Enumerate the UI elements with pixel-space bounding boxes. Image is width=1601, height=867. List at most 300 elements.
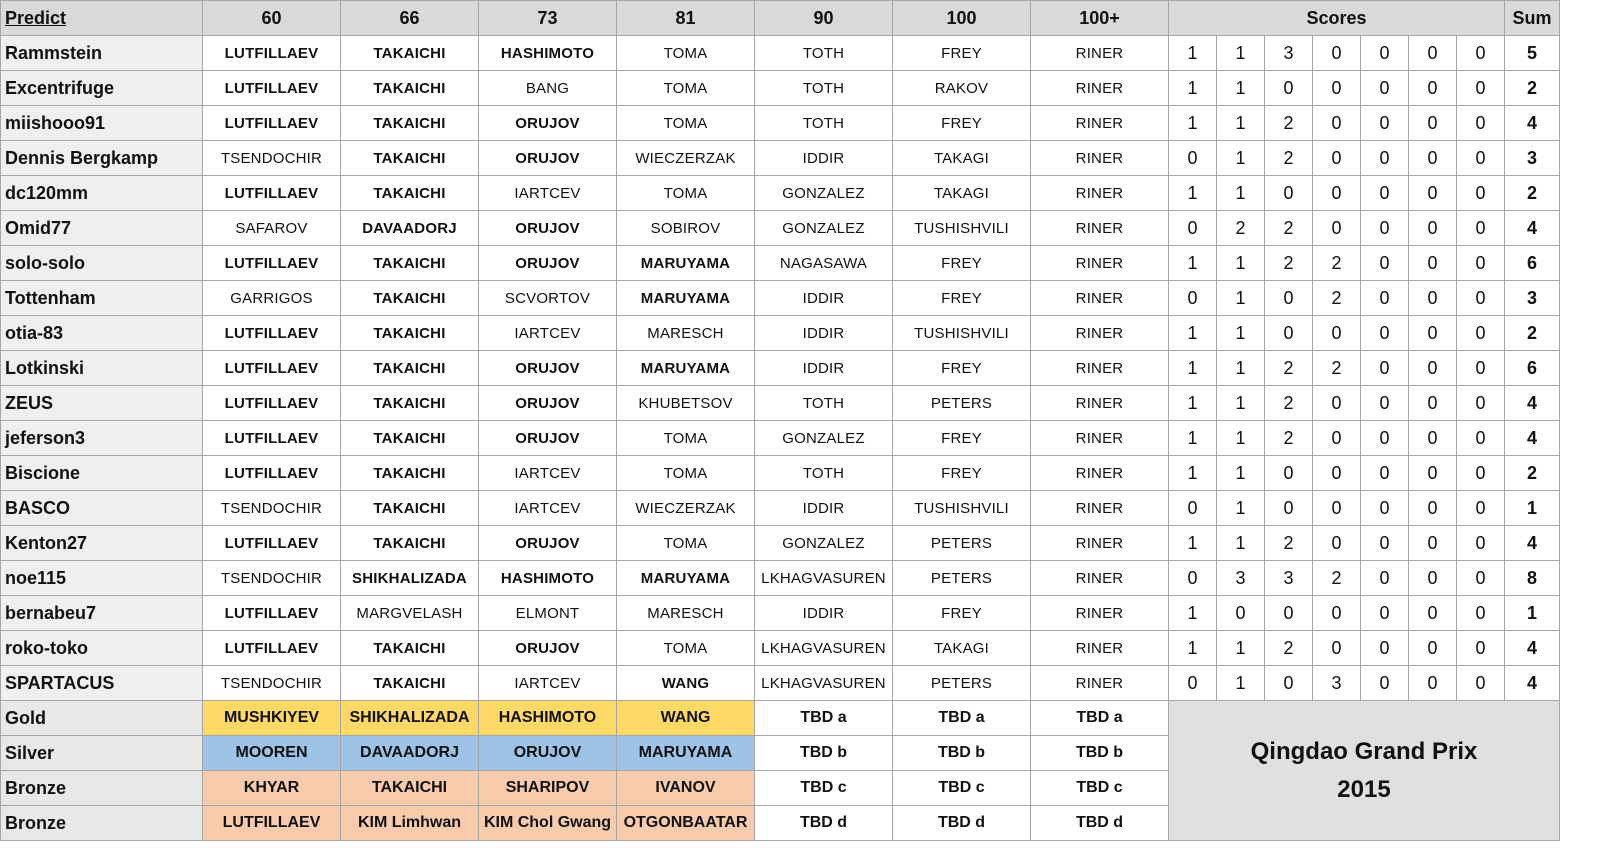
prediction-row	[1, 421, 1560, 456]
event-title: Qingdao Grand Prix	[1250, 737, 1478, 765]
pick-cell: TAKAICHI	[341, 316, 479, 351]
score-cell: 1	[1169, 631, 1217, 666]
pick-cell: NAGASAWA	[755, 246, 893, 281]
prediction-row	[1, 351, 1560, 386]
category-header: 100	[893, 1, 1031, 36]
pick-cell: ORUJOV	[479, 386, 617, 421]
score-cell: 0	[1361, 141, 1409, 176]
predictor-name: ZEUS	[1, 386, 203, 421]
prediction-row	[1, 561, 1560, 596]
score-cell: 2	[1265, 631, 1313, 666]
pick-cell: TOTH	[755, 456, 893, 491]
medal-winner: MUSHKIYEV	[203, 701, 341, 736]
score-cell: 1	[1169, 456, 1217, 491]
score-cell: 0	[1169, 211, 1217, 246]
pick-cell: HASHIMOTO	[479, 36, 617, 71]
score-cell: 0	[1457, 421, 1505, 456]
pick-cell: LUTFILLAEV	[203, 176, 341, 211]
score-cell: 0	[1457, 596, 1505, 631]
pick-cell: LUTFILLAEV	[203, 386, 341, 421]
sum-cell: 2	[1505, 71, 1560, 106]
score-cell: 0	[1361, 526, 1409, 561]
predictor-name: BASCO	[1, 491, 203, 526]
score-cell: 0	[1265, 281, 1313, 316]
pick-cell: RINER	[1031, 631, 1169, 666]
score-cell: 0	[1409, 666, 1457, 701]
pick-cell: RAKOV	[893, 71, 1031, 106]
score-cell: 0	[1457, 386, 1505, 421]
predictor-name: bernabeu7	[1, 596, 203, 631]
score-cell: 0	[1457, 526, 1505, 561]
pick-cell: FREY	[893, 421, 1031, 456]
score-cell: 0	[1409, 281, 1457, 316]
score-cell: 0	[1457, 36, 1505, 71]
score-cell: 0	[1265, 176, 1313, 211]
medal-winner: TBD c	[893, 771, 1031, 806]
pick-cell: PETERS	[893, 386, 1031, 421]
medal-label: Bronze	[1, 771, 203, 806]
pick-cell: RINER	[1031, 526, 1169, 561]
score-cell: 0	[1361, 211, 1409, 246]
score-cell: 0	[1313, 106, 1361, 141]
sum-cell: 2	[1505, 176, 1560, 211]
score-cell: 2	[1265, 141, 1313, 176]
pick-cell: WIECZERZAK	[617, 141, 755, 176]
pick-cell: TAKAICHI	[341, 421, 479, 456]
pick-cell: ORUJOV	[479, 211, 617, 246]
pick-cell: TOMA	[617, 631, 755, 666]
score-cell: 0	[1313, 491, 1361, 526]
pick-cell: RINER	[1031, 176, 1169, 211]
score-cell: 2	[1265, 421, 1313, 456]
score-cell: 1	[1169, 36, 1217, 71]
pick-cell: FREY	[893, 351, 1031, 386]
pick-cell: ORUJOV	[479, 246, 617, 281]
score-cell: 0	[1409, 246, 1457, 281]
score-cell: 0	[1457, 141, 1505, 176]
medal-winner: TBD b	[1031, 736, 1169, 771]
score-cell: 0	[1265, 456, 1313, 491]
predictor-name: jeferson3	[1, 421, 203, 456]
score-cell: 1	[1217, 456, 1265, 491]
pick-cell: IDDIR	[755, 491, 893, 526]
score-cell: 1	[1169, 421, 1217, 456]
score-cell: 0	[1265, 316, 1313, 351]
score-cell: 0	[1457, 246, 1505, 281]
pick-cell: TOTH	[755, 386, 893, 421]
pick-cell: IARTCEV	[479, 456, 617, 491]
score-cell: 2	[1265, 246, 1313, 281]
score-cell: 0	[1457, 281, 1505, 316]
prediction-row	[1, 456, 1560, 491]
score-cell: 0	[1313, 631, 1361, 666]
pick-cell: TAKAICHI	[341, 456, 479, 491]
score-cell: 0	[1409, 631, 1457, 666]
medal-winner: TBD d	[755, 806, 893, 841]
pick-cell: SCVORTOV	[479, 281, 617, 316]
header-row	[1, 1, 1560, 36]
score-cell: 1	[1217, 421, 1265, 456]
pick-cell: TUSHISHVILI	[893, 211, 1031, 246]
category-header: 66	[341, 1, 479, 36]
pick-cell: TAKAICHI	[341, 666, 479, 701]
medal-winner: TBD a	[755, 701, 893, 736]
score-cell: 1	[1169, 596, 1217, 631]
sum-cell: 3	[1505, 141, 1560, 176]
pick-cell: RINER	[1031, 36, 1169, 71]
pick-cell: IARTCEV	[479, 491, 617, 526]
predictor-name: Omid77	[1, 211, 203, 246]
score-cell: 1	[1217, 246, 1265, 281]
medal-winner: DAVAADORJ	[341, 736, 479, 771]
score-cell: 0	[1361, 631, 1409, 666]
medal-winner: MOOREN	[203, 736, 341, 771]
pick-cell: IDDIR	[755, 281, 893, 316]
event-year: 2015	[1337, 775, 1391, 803]
prediction-row	[1, 631, 1560, 666]
sum-header: Sum	[1505, 1, 1560, 36]
pick-cell: TAKAICHI	[341, 491, 479, 526]
score-cell: 0	[1361, 281, 1409, 316]
sum-cell: 3	[1505, 281, 1560, 316]
pick-cell: SOBIROV	[617, 211, 755, 246]
pick-cell: IDDIR	[755, 316, 893, 351]
score-cell: 0	[1313, 421, 1361, 456]
predictor-name: otia-83	[1, 316, 203, 351]
pick-cell: GONZALEZ	[755, 421, 893, 456]
score-cell: 2	[1265, 386, 1313, 421]
pick-cell: FREY	[893, 36, 1031, 71]
score-cell: 1	[1169, 176, 1217, 211]
score-cell: 0	[1409, 316, 1457, 351]
score-cell: 0	[1361, 456, 1409, 491]
pick-cell: FREY	[893, 596, 1031, 631]
sum-cell: 6	[1505, 351, 1560, 386]
prediction-row	[1, 71, 1560, 106]
score-cell: 0	[1217, 596, 1265, 631]
pick-cell: RINER	[1031, 246, 1169, 281]
pick-cell: TOMA	[617, 71, 755, 106]
score-cell: 1	[1217, 106, 1265, 141]
pick-cell: GARRIGOS	[203, 281, 341, 316]
medal-label: Silver	[1, 736, 203, 771]
prediction-row	[1, 386, 1560, 421]
pick-cell: TSENDOCHIR	[203, 666, 341, 701]
pick-cell: TAKAICHI	[341, 106, 479, 141]
pick-cell: TSENDOCHIR	[203, 561, 341, 596]
score-cell: 0	[1313, 211, 1361, 246]
pick-cell: FREY	[893, 281, 1031, 316]
pick-cell: LKHAGVASUREN	[755, 666, 893, 701]
medal-winner: TAKAICHI	[341, 771, 479, 806]
score-cell: 0	[1313, 456, 1361, 491]
pick-cell: IARTCEV	[479, 176, 617, 211]
score-cell: 0	[1313, 596, 1361, 631]
pick-cell: KHUBETSOV	[617, 386, 755, 421]
pick-cell: ELMONT	[479, 596, 617, 631]
medal-winner: WANG	[617, 701, 755, 736]
score-cell: 1	[1169, 106, 1217, 141]
score-cell: 0	[1457, 491, 1505, 526]
medal-winner: SHIKHALIZADA	[341, 701, 479, 736]
medal-winner: IVANOV	[617, 771, 755, 806]
medal-winner: OTGONBAATAR	[617, 806, 755, 841]
predictor-name: Rammstein	[1, 36, 203, 71]
score-cell: 0	[1313, 176, 1361, 211]
score-cell: 0	[1457, 351, 1505, 386]
pick-cell: TOMA	[617, 176, 755, 211]
sum-cell: 4	[1505, 631, 1560, 666]
prediction-row	[1, 596, 1560, 631]
pick-cell: GONZALEZ	[755, 176, 893, 211]
score-cell: 0	[1313, 71, 1361, 106]
score-cell: 0	[1361, 351, 1409, 386]
sum-cell: 4	[1505, 526, 1560, 561]
prediction-row	[1, 666, 1560, 701]
prediction-row	[1, 176, 1560, 211]
category-header: 81	[617, 1, 755, 36]
medal-winner: LUTFILLAEV	[203, 806, 341, 841]
score-cell: 0	[1457, 106, 1505, 141]
pick-cell: MARUYAMA	[617, 561, 755, 596]
score-cell: 0	[1409, 386, 1457, 421]
pick-cell: LUTFILLAEV	[203, 596, 341, 631]
sum-cell: 4	[1505, 211, 1560, 246]
pick-cell: TUSHISHVILI	[893, 316, 1031, 351]
sum-cell: 4	[1505, 666, 1560, 701]
score-cell: 1	[1217, 71, 1265, 106]
prediction-row	[1, 491, 1560, 526]
pick-cell: LKHAGVASUREN	[755, 561, 893, 596]
prediction-row	[1, 141, 1560, 176]
pick-cell: RINER	[1031, 281, 1169, 316]
score-cell: 0	[1409, 421, 1457, 456]
score-cell: 0	[1409, 561, 1457, 596]
score-cell: 0	[1409, 456, 1457, 491]
score-cell: 1	[1169, 71, 1217, 106]
prediction-row	[1, 526, 1560, 561]
medal-winner: TBD a	[1031, 701, 1169, 736]
pick-cell: LUTFILLAEV	[203, 246, 341, 281]
score-cell: 1	[1217, 351, 1265, 386]
medal-winner: TBD b	[755, 736, 893, 771]
pick-cell: FREY	[893, 246, 1031, 281]
pick-cell: LUTFILLAEV	[203, 106, 341, 141]
pick-cell: RINER	[1031, 351, 1169, 386]
score-cell: 0	[1361, 71, 1409, 106]
score-cell: 0	[1169, 281, 1217, 316]
score-cell: 1	[1169, 246, 1217, 281]
sum-cell: 1	[1505, 491, 1560, 526]
score-cell: 0	[1409, 491, 1457, 526]
medal-winner: TBD d	[893, 806, 1031, 841]
score-cell: 0	[1361, 106, 1409, 141]
pick-cell: LUTFILLAEV	[203, 421, 341, 456]
predictor-name: dc120mm	[1, 176, 203, 211]
score-cell: 2	[1313, 351, 1361, 386]
pick-cell: IARTCEV	[479, 316, 617, 351]
score-cell: 0	[1457, 666, 1505, 701]
pick-cell: ORUJOV	[479, 351, 617, 386]
medal-label: Gold	[1, 701, 203, 736]
score-cell: 0	[1457, 456, 1505, 491]
medal-winner: TBD c	[755, 771, 893, 806]
predictor-name: noe115	[1, 561, 203, 596]
score-cell: 2	[1265, 526, 1313, 561]
pick-cell: RINER	[1031, 596, 1169, 631]
predictor-name: Biscione	[1, 456, 203, 491]
score-cell: 1	[1217, 36, 1265, 71]
score-cell: 1	[1217, 316, 1265, 351]
pick-cell: TAKAGI	[893, 631, 1031, 666]
pick-cell: RINER	[1031, 456, 1169, 491]
result-row-gold	[1, 701, 1560, 736]
sum-cell: 4	[1505, 106, 1560, 141]
pick-cell: SHIKHALIZADA	[341, 561, 479, 596]
score-cell: 1	[1217, 631, 1265, 666]
score-cell: 0	[1457, 176, 1505, 211]
pick-cell: IDDIR	[755, 141, 893, 176]
score-cell: 0	[1409, 351, 1457, 386]
score-cell: 0	[1409, 211, 1457, 246]
medal-winner: TBD c	[1031, 771, 1169, 806]
medal-winner: SHARIPOV	[479, 771, 617, 806]
medal-winner: TBD d	[1031, 806, 1169, 841]
pick-cell: IDDIR	[755, 351, 893, 386]
pick-cell: PETERS	[893, 526, 1031, 561]
category-header: 100+	[1031, 1, 1169, 36]
pick-cell: RINER	[1031, 141, 1169, 176]
prediction-row	[1, 36, 1560, 71]
pick-cell: LUTFILLAEV	[203, 351, 341, 386]
pick-cell: LUTFILLAEV	[203, 526, 341, 561]
event-title-box	[1169, 701, 1560, 841]
sum-cell: 4	[1505, 421, 1560, 456]
predictor-name: SPARTACUS	[1, 666, 203, 701]
medal-winner: KHYAR	[203, 771, 341, 806]
scores-header: Scores	[1169, 1, 1505, 36]
score-cell: 1	[1169, 386, 1217, 421]
score-cell: 2	[1313, 281, 1361, 316]
score-cell: 2	[1265, 351, 1313, 386]
pick-cell: TAKAGI	[893, 141, 1031, 176]
category-header: 90	[755, 1, 893, 36]
pick-cell: LUTFILLAEV	[203, 71, 341, 106]
score-cell: 1	[1169, 351, 1217, 386]
sum-cell: 2	[1505, 316, 1560, 351]
score-cell: 0	[1457, 316, 1505, 351]
score-cell: 0	[1313, 386, 1361, 421]
score-cell: 0	[1313, 36, 1361, 71]
pick-cell: ORUJOV	[479, 631, 617, 666]
pick-cell: TSENDOCHIR	[203, 491, 341, 526]
score-cell: 0	[1313, 141, 1361, 176]
pick-cell: RINER	[1031, 561, 1169, 596]
sum-cell: 5	[1505, 36, 1560, 71]
pick-cell: ORUJOV	[479, 421, 617, 456]
pick-cell: HASHIMOTO	[479, 561, 617, 596]
score-cell: 2	[1313, 246, 1361, 281]
score-cell: 1	[1217, 176, 1265, 211]
pick-cell: TAKAICHI	[341, 526, 479, 561]
pick-cell: TOMA	[617, 421, 755, 456]
pick-cell: MARGVELASH	[341, 596, 479, 631]
score-cell: 1	[1217, 526, 1265, 561]
pick-cell: PETERS	[893, 666, 1031, 701]
score-cell: 0	[1361, 491, 1409, 526]
score-cell: 3	[1313, 666, 1361, 701]
sum-cell: 4	[1505, 386, 1560, 421]
prediction-row	[1, 281, 1560, 316]
pick-cell: TAKAICHI	[341, 281, 479, 316]
pick-cell: BANG	[479, 71, 617, 106]
pick-cell: WIECZERZAK	[617, 491, 755, 526]
score-cell: 2	[1265, 106, 1313, 141]
score-cell: 0	[1457, 561, 1505, 596]
score-cell: 1	[1217, 666, 1265, 701]
score-cell: 0	[1361, 386, 1409, 421]
pick-cell: RINER	[1031, 421, 1169, 456]
predict-header: Predict	[1, 1, 203, 36]
score-cell: 0	[1361, 666, 1409, 701]
score-cell: 0	[1265, 491, 1313, 526]
score-cell: 0	[1169, 666, 1217, 701]
pick-cell: WANG	[617, 666, 755, 701]
pick-cell: TOTH	[755, 106, 893, 141]
medal-label: Bronze	[1, 806, 203, 841]
pick-cell: TOMA	[617, 456, 755, 491]
sum-cell: 6	[1505, 246, 1560, 281]
score-cell: 0	[1457, 211, 1505, 246]
pick-cell: LUTFILLAEV	[203, 36, 341, 71]
medal-winner: MARUYAMA	[617, 736, 755, 771]
score-cell: 0	[1361, 246, 1409, 281]
pick-cell: TOMA	[617, 526, 755, 561]
score-cell: 3	[1265, 36, 1313, 71]
pick-cell: TAKAICHI	[341, 246, 479, 281]
pick-cell: RINER	[1031, 491, 1169, 526]
score-cell: 0	[1313, 316, 1361, 351]
score-cell: 0	[1409, 526, 1457, 561]
medal-winner: ORUJOV	[479, 736, 617, 771]
score-cell: 1	[1217, 386, 1265, 421]
score-cell: 1	[1169, 316, 1217, 351]
sum-cell: 2	[1505, 456, 1560, 491]
score-cell: 0	[1361, 561, 1409, 596]
pick-cell: SAFAROV	[203, 211, 341, 246]
predictor-name: Excentrifuge	[1, 71, 203, 106]
predictor-name: Tottenham	[1, 281, 203, 316]
pick-cell: GONZALEZ	[755, 211, 893, 246]
score-cell: 0	[1169, 141, 1217, 176]
score-cell: 0	[1361, 176, 1409, 211]
pick-cell: TAKAICHI	[341, 631, 479, 666]
score-cell: 1	[1217, 491, 1265, 526]
score-cell: 0	[1361, 421, 1409, 456]
score-cell: 2	[1217, 211, 1265, 246]
prediction-row	[1, 211, 1560, 246]
score-cell: 0	[1361, 316, 1409, 351]
predictor-name: solo-solo	[1, 246, 203, 281]
score-cell: 2	[1313, 561, 1361, 596]
pick-cell: TAKAICHI	[341, 36, 479, 71]
pick-cell: TSENDOCHIR	[203, 141, 341, 176]
score-cell: 0	[1409, 141, 1457, 176]
category-header: 73	[479, 1, 617, 36]
medal-winner: TBD b	[893, 736, 1031, 771]
pick-cell: IDDIR	[755, 596, 893, 631]
prediction-row	[1, 316, 1560, 351]
